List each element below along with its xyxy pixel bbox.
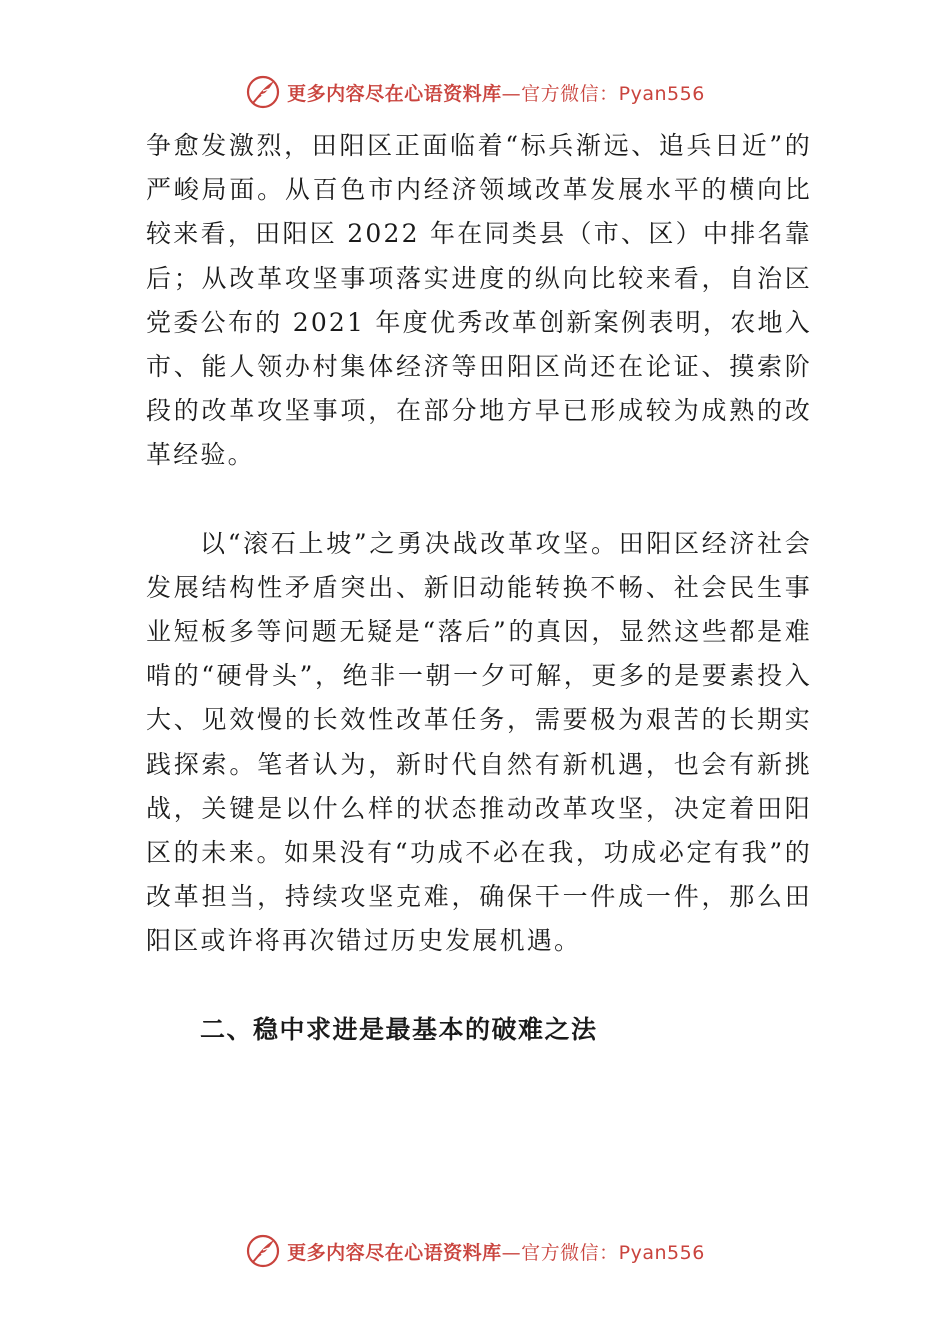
paragraph: 以“滚石上坡”之勇决战改革攻坚。田阳区经济社会发展结构性矛盾突出、新旧动能转换不畅、社会民生事业短板多等问题无疑是“落后”的真因，显然这些都是难啃的“硬骨头”，绝非一朝一夕可解，更多的是要素投入大、见效慢的长效性改革任务，需要极为艰苦的长期实践探索。笔者认为，新时代自然有新机遇，也会有新挑战，关键是以什么样的状态推动改革攻坚，决定着田阳区的未来。如果没有“功成不必在我，功成必定有我”的改革担当，持续攻坚克难，确保干一件成一件，那么田阳区或许将再次错过历史发展机遇。 <box>146 528 812 956</box>
paragraph-spacer <box>146 478 812 522</box>
paragraph-continued: 争愈发激烈，田阳区正面临着“标兵渐远、追兵日近”的严峻局面。从百色市内经济领域改革发展水平的横向比较来看，田阳区 2022 年在同类县（市、区）中排名靠后；从改革攻坚事项落实进度的纵向比较来看，自治区党委公布的 2021 年度优秀改革创新案例表明，农地入市、能人领办村集体经济等田阳区尚还在论证、摸索阶段的改革攻坚事项，在部分地方早已形成较为成熟的改革经验。 <box>146 131 812 470</box>
header-watermark <box>0 72 950 112</box>
document-body <box>146 124 812 1052</box>
section-heading: 二、稳中求进是最基本的破难之法 <box>200 1014 598 1044</box>
watermark-separator: — <box>501 1241 522 1264</box>
watermark-text <box>287 79 705 106</box>
paragraph-spacer <box>146 964 812 1008</box>
watermark-separator: — <box>501 82 522 105</box>
watermark-main: 更多内容尽在心语资料库 <box>287 1241 502 1264</box>
feather-logo-icon <box>245 1233 281 1269</box>
footer-watermark <box>0 1231 950 1271</box>
watermark-tail: 官方微信：Pyan556 <box>521 82 705 105</box>
watermark-text <box>287 1238 705 1265</box>
feather-logo-icon <box>245 74 281 110</box>
watermark-tail: 官方微信：Pyan556 <box>521 1241 705 1264</box>
watermark-main: 更多内容尽在心语资料库 <box>287 82 502 105</box>
